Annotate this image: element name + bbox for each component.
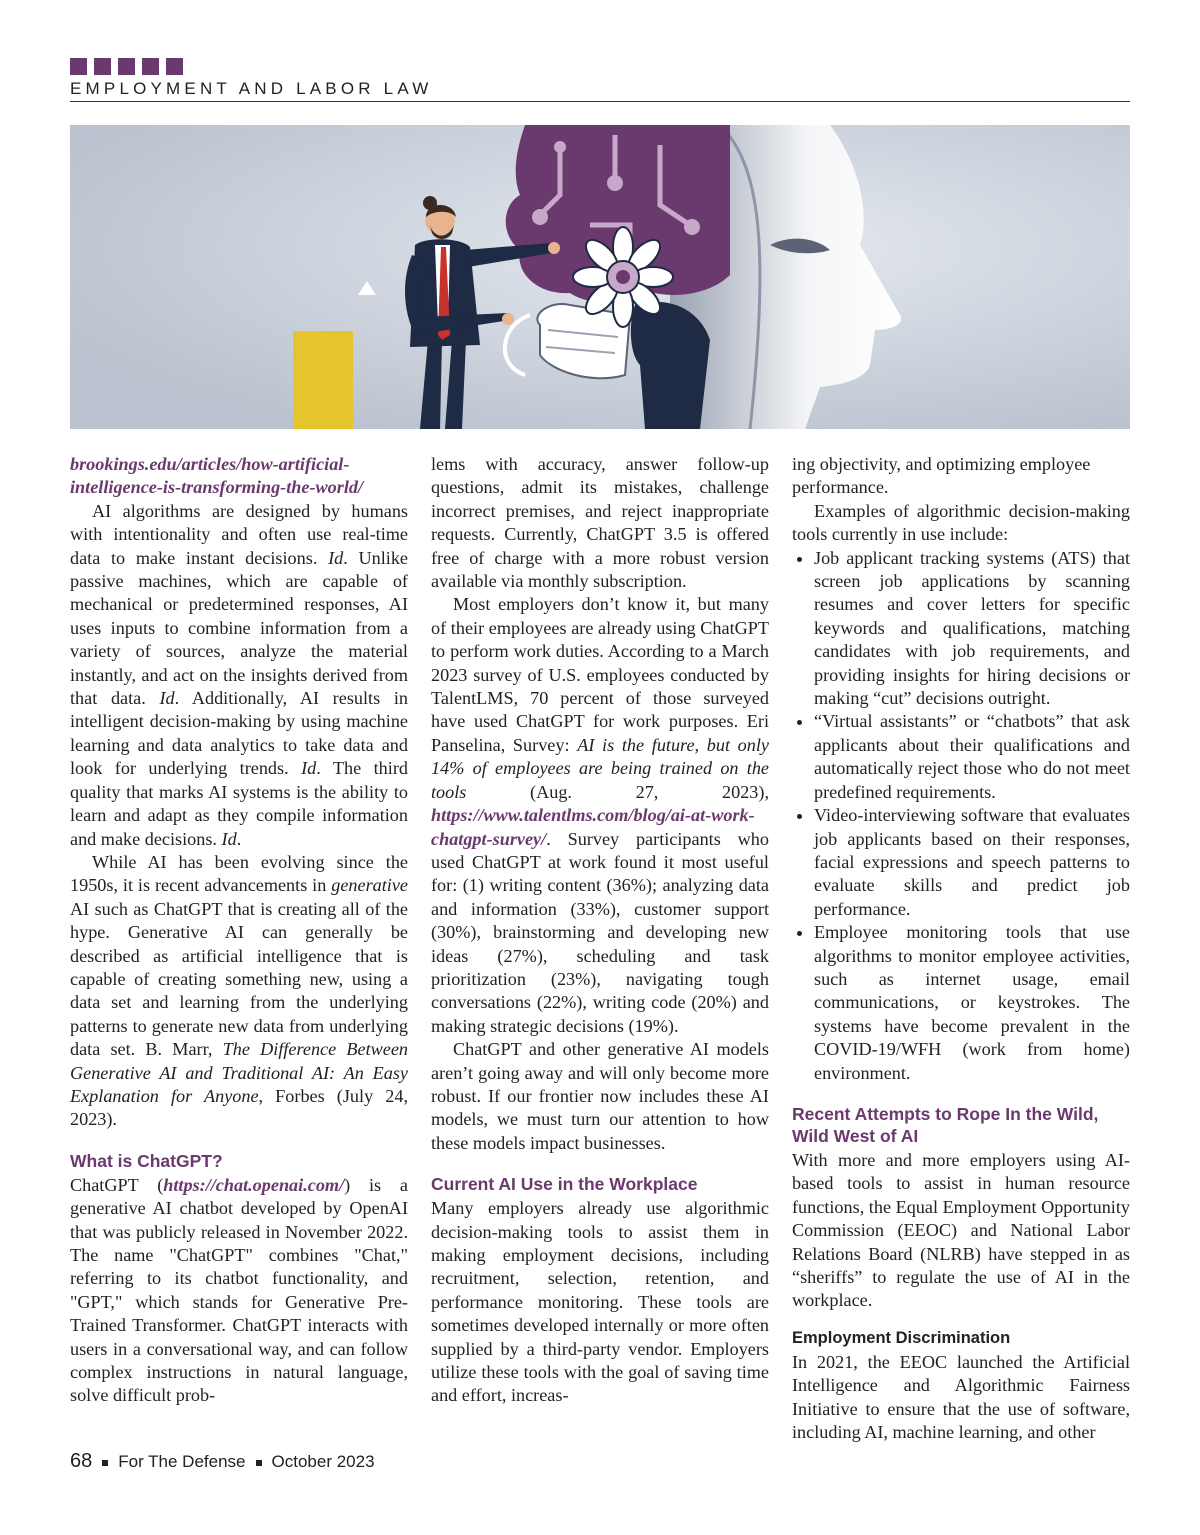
page-number: 68	[70, 1450, 93, 1472]
paragraph-generative-ai	[70, 851, 408, 1132]
paragraph-ai-algorithms	[70, 500, 408, 851]
paragraph-eeoc: In 2021, the EEOC launched the Artificial Intelligence and Algorithmic Fairness Initiative to ensure that the use of software, including AI, machine learning, and other	[792, 1351, 1130, 1443]
survey-title: AI is the future, but only 14% of employees are being trained on the tools	[431, 734, 769, 802]
heading-what-is-chatgpt: What is ChatGPT?	[70, 1150, 223, 1171]
paragraph-algorithmic-tools: Many employers already use algorithmic decision-making tools to assist them in making employment decisions, including recruitment, selection, retention, and performance monitoring. These tools are sometimes developed internally or more often supplied by a third-party vendor. Employers utilize these tools with the goal of saving time and effort, increas-	[431, 1198, 769, 1406]
text: . The third quality that marks AI systems is the ability to learn and adapt as they compile information and make decisions.	[70, 758, 408, 849]
list-item: • Job applicant tracking systems (ATS) that screen job applications by scanning resumes and cover letters for specific keywords and qualifications, matching candidates with job requirements, and providing insights for hiring decisions or making “cut” decisions outright.	[814, 547, 1130, 711]
square-icon	[70, 58, 87, 75]
heading-employment-discrimination: Employment Discrimination	[792, 1328, 1011, 1347]
section-squares	[70, 58, 183, 75]
hero-illustration	[70, 125, 1130, 429]
chatgpt-link[interactable]: https://chat.openai.com/	[163, 1174, 345, 1195]
column-2	[431, 453, 769, 1408]
section-title: EMPLOYMENT AND LABOR LAW	[70, 79, 433, 98]
yellow-bar-icon	[293, 331, 353, 429]
talentlms-link[interactable]: https://www.talentlms.com/blog/ai-at-work-chatgpt-survey/	[431, 805, 755, 849]
paragraph-chatgpt	[70, 1174, 408, 1408]
text: . Additionally, AI results in intelligent decision-making by using machine learning and data analytics to take data and look for underlying trends.	[70, 688, 408, 779]
paragraph-continued: ing objectivity, and optimizing employee performance.	[792, 454, 1091, 498]
paragraph-frontier: ChatGPT and other generative AI models aren’t going away and will only become more robust. If our frontier now includes these AI models, we must turn our attention to how these models impact businesses.	[431, 1039, 769, 1153]
page-footer	[70, 1450, 375, 1473]
square-icon	[166, 58, 183, 75]
bullet-separator-icon	[102, 1460, 108, 1466]
square-icon	[94, 58, 111, 75]
column-3	[792, 453, 1130, 1444]
gear-flower-icon	[573, 227, 673, 327]
paragraph-survey	[431, 593, 769, 1038]
header-rule	[70, 101, 1130, 102]
text: .	[236, 828, 242, 849]
text: Most employers don’t know it, but many of their employees are already using ChatGPT to perform work duties. According to a March 2023 survey of U.S. employees conducted by TalentLMS, 70 percent of those surveyed have used ChatGPT for work purposes. Eri Panselina, Survey:	[431, 594, 769, 755]
citation-id: Id	[328, 547, 344, 568]
text: ) is a generative AI chatbot developed by OpenAI that was publicly released in November 2022. The name "ChatGPT" combines "Chat," referring to its chatbot functionality, and "GPT," which stands for Generative Pre-Trained Transformer. ChatGPT interacts with users in a conversational way, and can follow complex instructions in natural language, solve difficult prob-	[70, 1174, 408, 1406]
paragraph-regulators: With more and more employers using AI-based tools to assist in human resource functions, the Equal Employment Opportunity Commission (EEOC) and National Labor Relations Board (NLRB) have stepped in as “sheriffs” to regulate the use of AI in the workplace.	[792, 1149, 1130, 1311]
text: AI such as ChatGPT that is creating all of the hype. Generative AI can generally be described as artificial intelligence that is capable of creating something new, using a data set and learning from the underlying patterns to generate new data from underlying data set. B. Marr,	[70, 898, 408, 1060]
square-icon	[118, 58, 135, 75]
publication-name: For The Defense	[118, 1452, 246, 1471]
text: AI algorithms are designed by humans with intentionality and often use real-time data to make instant decisions.	[70, 500, 408, 568]
bullet-separator-icon	[256, 1460, 262, 1466]
heading-recent-attempts: Recent Attempts to Rope In the Wild, Wild West of AI	[792, 1103, 1099, 1146]
citation-id: Id	[301, 758, 317, 779]
article-title: The Difference Between Generative AI and Traditional AI: An Easy Explanation for Anyone	[70, 1039, 408, 1106]
citation-id: Id	[159, 688, 175, 709]
square-icon	[142, 58, 159, 75]
text: (Aug. 27, 2023),	[466, 781, 769, 802]
text: While AI has been evolving since the 1950s, it is recent advancements in	[70, 851, 408, 896]
text: . Survey participants who used ChatGPT at work found it most useful for: (1) writing content (36%); analyzing data and information (33%), customer support (30%), brainstorming and developing new ideas (27%), scheduling and task prioritization (23%), navigating tough conversations (22%), writing code (20%) and making strategic decisions (19%).	[431, 828, 769, 1036]
text: . Unlike passive machines, which are capable of mechanical or predetermined responses, AI uses inputs to combine information from a variety of sources, analyze the material instantly, and act on the insights derived from that data.	[70, 547, 408, 709]
list-item: • Video-interviewing software that evaluates job applicants based on their responses, facial expressions and speech patterns to evaluate skills and predict job performance.	[814, 804, 1130, 921]
brookings-link[interactable]: brookings.edu/articles/how-artificial-intelligence-is-transforming-the-world/	[70, 454, 364, 498]
list-item: • “Virtual assistants” or “chatbots” that ask applicants about their qualifications and automatically reject those who do not meet predefined requirements.	[814, 710, 1130, 804]
tools-list	[792, 547, 1130, 1085]
text: ChatGPT (	[70, 1174, 164, 1195]
list-item: • Employee monitoring tools that use algorithms to monitor employee activities, such as internet usage, email communications, or keystrokes. The systems have become prevalent in the COVID-19/WFH (work from home) environment.	[814, 921, 1130, 1085]
issue-date: October 2023	[271, 1452, 375, 1471]
column-1	[70, 453, 408, 1408]
text: , Forbes (July 24, 2023).	[70, 1085, 408, 1130]
citation-id: Id	[221, 828, 237, 849]
paragraph-continued: lems with accuracy, answer follow-up questions, admit its mistakes, challenge incorrect premises, and reject inappropriate requests. Currently, ChatGPT 3.5 is offered free of charge with a more robust version available via monthly subscription.	[431, 454, 769, 592]
paragraph-examples: Examples of algorithmic decision-making tools currently in use include:	[792, 500, 1130, 545]
emphasis: generative	[331, 875, 408, 896]
heading-current-ai-use: Current AI Use in the Workplace	[431, 1174, 698, 1195]
